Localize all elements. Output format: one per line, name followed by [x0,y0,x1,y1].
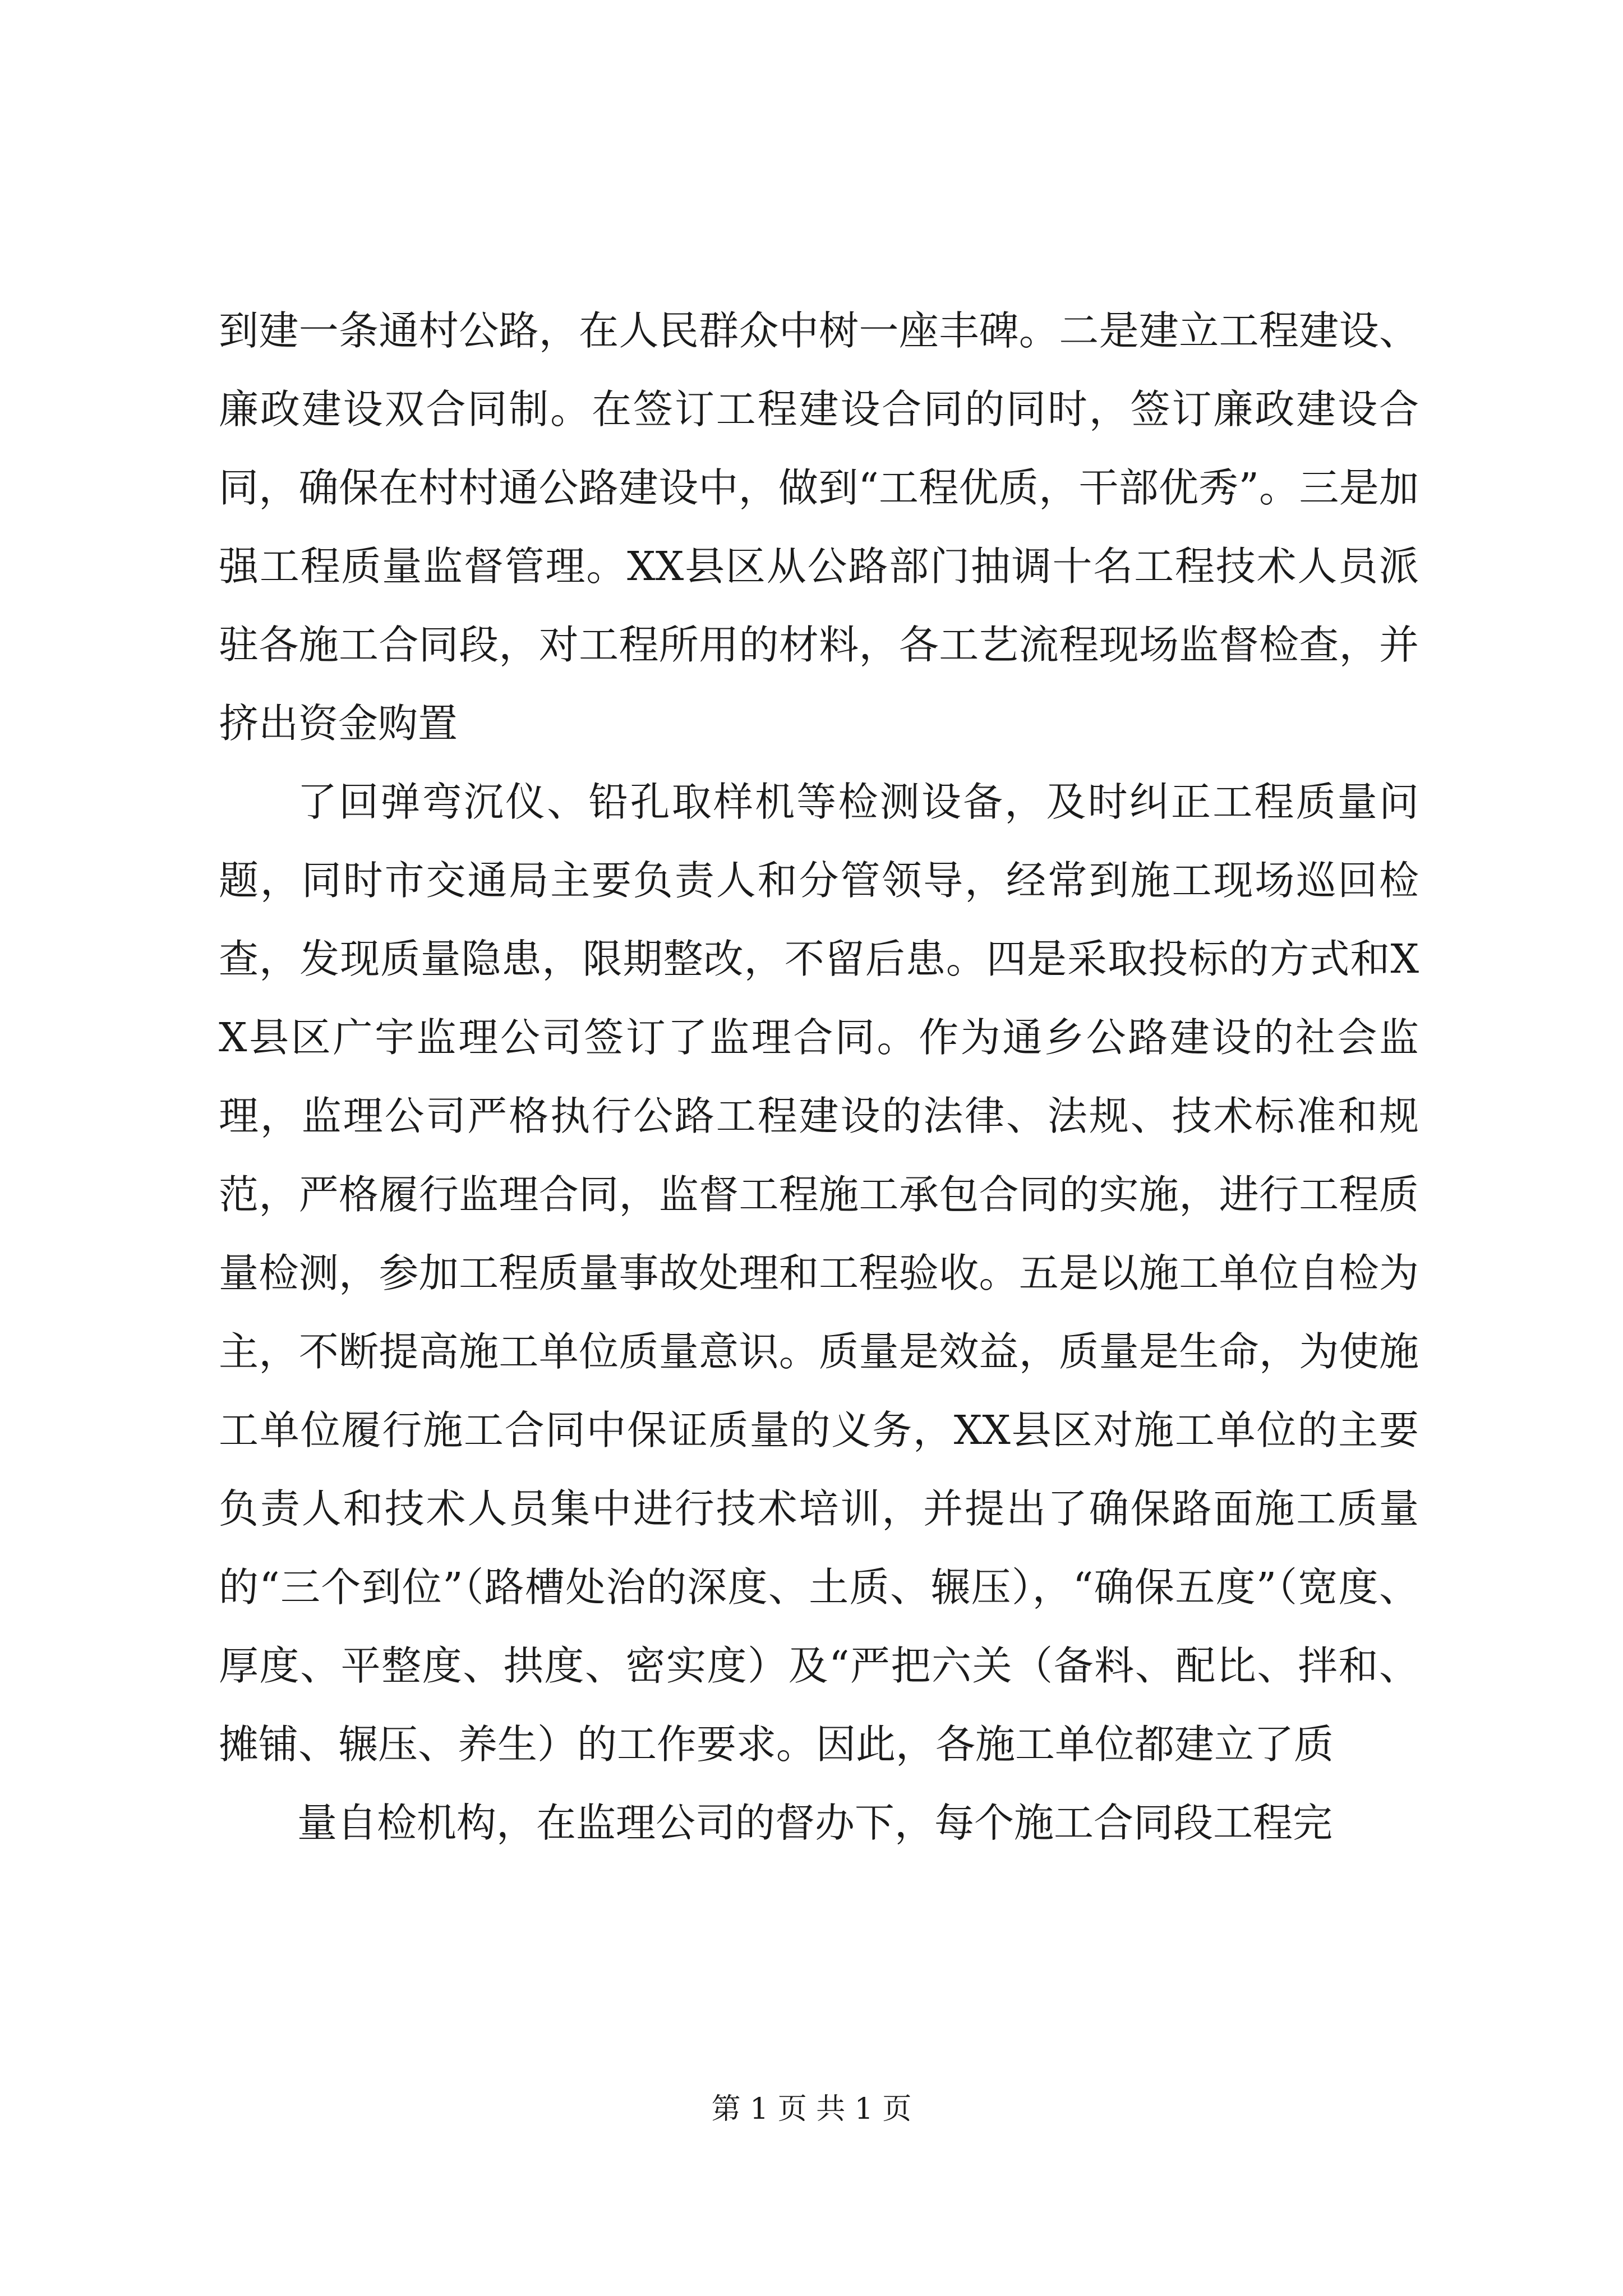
document-body [219,292,1419,1862]
page-footer: 第 1 页 共 1 页 [711,2092,912,2126]
paragraph-2: 了回弹弯沉仪、铅孔取样机等检测设备，及时纠正工程质量问题，同时市交通局主要负责人和分管领导，经常到施工现场巡回检查，发现质量隐患，限期整改，不留后患。四是采取投标的方式和XX县区广宇监理公司签订了监理合同。作为通乡公路建设的社会监理，监理公司严格执行公路工程建设的法律、法规、技术标准和规范，严格履行监理合同，监督工程施工承包合同的实施，进行工程质量检测，参加工程质量事故处理和工程验收。五是以施工单位自检为主，不断提高施工单位质量意识。质量是效益，质量是生命，为使施工单位履行施工合同中保证质量的义务，XX县区对施工单位的主要负责人和技术人员集中进行技术培训，并提出了确保路面施工质量的“三个到位”（路槽处治的深度、土质、辗压），“确保五度”（宽度、厚度、平整度、拱度、密实度）及“严把六关（备料、配比、拌和、摊铺、辗压、养生）的工作要求。因此，各施工单位都建立了质 [219,779,1419,1768]
paragraph-1: 到建一条通村公路，在人民群众中树一座丰碑。二是建立工程建设、廉政建设双合同制。在签订工程建设合同的同时，签订廉政建设合同，确保在村村通公路建设中，做到“工程优质，干部优秀”。三是加强工程质量监督管理。XX县区从公路部门抽调十名工程技术人员派驻各施工合同段，对工程所用的材料，各工艺流程现场监督检查，并挤出资金购置 [219,307,1419,747]
paragraph-3: 量自检机构，在监理公司的督办下，每个施工合同段工程完 [297,1800,1333,1846]
